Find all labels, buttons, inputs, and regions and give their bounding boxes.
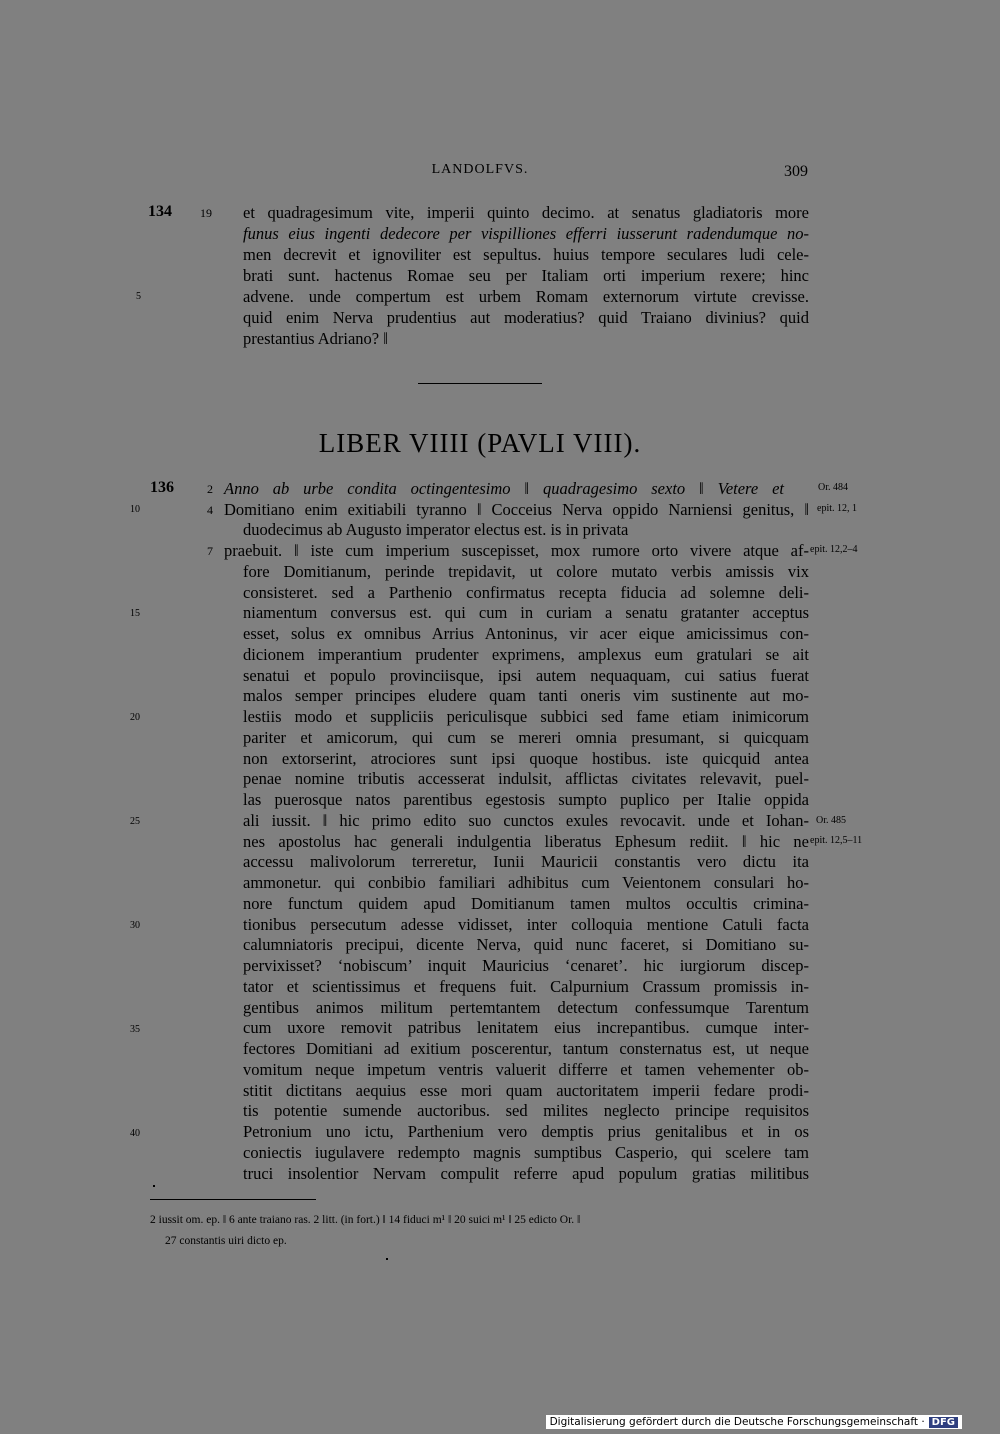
text-line: truci insolentior Nervam compulit referre apud populum gratias militibus [243,1164,809,1183]
text-line: pariter et amicorum, qui cum se mereri omnia presumant, si quicquam [243,728,809,747]
text-line: niamentum conversus est. qui cum in curiam a senatu gratanter acceptus [243,603,809,622]
chapter-number: 134 [148,203,172,220]
text-line: consisteret. sed a Parthenio confirmatus recepta fiducia ad solemne deli- [243,583,809,602]
margin-line-number: 20 [130,712,140,723]
text-line: duodecimus ab Augusto imperator electus est. is in privata [243,520,629,539]
text-line: las puerosque natos parentibus egestosis sumpto puplico per Italie oppida [243,790,809,809]
text-line: gentibus animos militum pertemtantem detectum confessumque Tarentum [243,998,809,1017]
footnote-line: 2 iussit om. ep. ‖ 6 ante traiano ras. 2 litt. (in fort.) ‖ 14 fiduci m¹ ‖ 20 suici m¹ ‖ 25 edicto Or. ‖ [150,1214,581,1226]
book-title: LIBER VIIII (PAVLI VIII). [318,428,642,458]
text-line: dicionem imperantium prudenter exprimens, amplexus eum gratulari se ait [243,645,809,664]
text-line: lestiis modo et suppliciis periculisque subbici sed fame etiam inimicorum [243,707,809,726]
line-reference: 2 [207,482,213,496]
text-line: malos semper principes eludere quam tanti oneris vim sustinente aut mo- [243,686,809,705]
text-line: Anno ab urbe condita octingentesimo ‖ quadragesimo sexto ‖ Vetere et [224,479,784,498]
side-reference: epit. 12,5–11 [810,835,863,846]
text-line: ali iussit. ‖ hic primo edito suo cunctos exules revocavit. unde et Iohan- [243,811,809,830]
margin-line-number: 15 [130,608,140,619]
digitization-credit [546,1415,962,1429]
margin-line-number: 35 [130,1024,140,1035]
text-line: quid enim Nerva prudentius aut moderatius? quid Traiano divinius? quid [243,308,809,327]
text-line: ammonetur. qui conbibio familiari adhibitus cum Veientonem consulari ho- [243,873,809,892]
text-line: cum uxore removit patribus lenitatem eius increpantibus. cumque inter- [243,1018,809,1037]
text-line: tator et scientissimus et frequens fuit. Calpurnium Crassum promissis in- [243,977,809,996]
text-line: funus eius ingenti dedecore per vispilliones efferri iusserunt radendumque no- [243,224,809,243]
dfg-logo: DFG [929,1417,958,1428]
text-line: coniectis iugulavere redempto magnis sumptibus Casperio, qui scelere tam [243,1143,809,1162]
text-line: senatui et populo provinciisque, ipsi autem nequaquam, cui satius fuerat [243,666,809,685]
text-line: nore functum quidem apud Domitianum tamen multos occultis crimina- [243,894,809,913]
side-reference: epit. 12,2–4 [810,544,858,555]
text-line: vomitum neque impetum ventris valuerit differre et tamen vehementer ob- [243,1060,809,1079]
text-line: prestantius Adriano? ‖ [243,329,388,348]
text-line: brati sunt. hactenus Romae seu per Italiam orti imperium rexere; hinc [243,266,809,285]
credit-text: Digitalisierung gefördert durch die Deutsche Forschungsgemeinschaft · [549,1416,925,1428]
line-reference: 4 [207,503,213,517]
margin-line-number: 25 [130,816,140,827]
text-line: penae nomine tributis accesserat indulsit, afflictas civitates relevavit, puel- [243,769,809,788]
text-line: accessu malivolorum terreretur, Iunii Mauricii constantis vero dictu ita [243,852,809,871]
side-reference: Or. 484 [818,482,848,493]
speck [153,1185,155,1187]
chapter-number: 136 [150,479,174,496]
text-line: tis potentie sumende auctoribus. sed milites neglecto principe requisitos [243,1101,809,1120]
speck [386,1258,388,1260]
text-line: praebuit. ‖ iste cum imperium suscepisset, mox rumore orto vivere atque af- [224,541,809,560]
footnote-line: 27 constantis uiri dicto ep. [165,1235,287,1247]
line-reference: 7 [207,544,213,558]
text-line: Domitiano enim exitiabili tyranno ‖ Cocceius Nerva oppido Narniensi genitus, ‖ [224,500,809,519]
margin-line-number: 10 [130,504,140,515]
text-line: fore Domitianum, perinde trepidavit, ut colore mutato verbis amissis vix [243,562,809,581]
side-reference: epit. 12, 1 [817,503,857,514]
margin-line-number: 40 [130,1128,140,1139]
text-line: Petronium uno ictu, Parthenium vero demptis prius genitalibus et in os [243,1122,809,1141]
text-line: tionibus persecutum adesse vidisset, inter colloquia mentione Catuli facta [243,915,809,934]
text-line: stitit dictitans aequius esse mori quam auctoritatem imperii fedare prodi- [243,1081,809,1100]
text-line: fectores Domitiani ad exitium poscerentur, tantum consternatus est, ut neque [243,1039,809,1058]
text-line: calumniatoris precipui, dicente Nerva, quid nunc faceret, si Domitiano su- [243,935,809,954]
text-line: non extorserint, atrociores sunt ipsi quoque hostibus. iste quicquid antea [243,749,809,768]
text-line: advene. unde compertum est urbem Romam externorum virtute crevisse. [243,287,809,306]
section-divider [418,383,542,384]
page-number: 309 [784,163,808,180]
header-title: LANDOLFVS. [431,162,529,177]
side-reference: Or. 485 [816,815,846,826]
line-reference: 19 [200,206,212,220]
text-line: pervixisset? ‘nobiscum’ inquit Mauricius ‘cenaret’. hic iurgiorum discep- [243,956,809,975]
footnote-rule [150,1199,316,1200]
text-line: et quadragesimum vite, imperii quinto decimo. at senatus gladiatoris more [243,203,809,222]
text-line: esset, solus ex omnibus Arrius Antoninus, vir acer eique amicissimus con- [243,624,809,643]
margin-line-number: 30 [130,920,140,931]
margin-line-number: 5 [136,291,141,302]
text-line: men decrevit et ignoviliter est sepultus. huius tempore seculares ludi cele- [243,245,809,264]
text-line: nes apostolus hac generali indulgentia liberatus Ephesum rediit. ‖ hic ne [243,832,809,851]
